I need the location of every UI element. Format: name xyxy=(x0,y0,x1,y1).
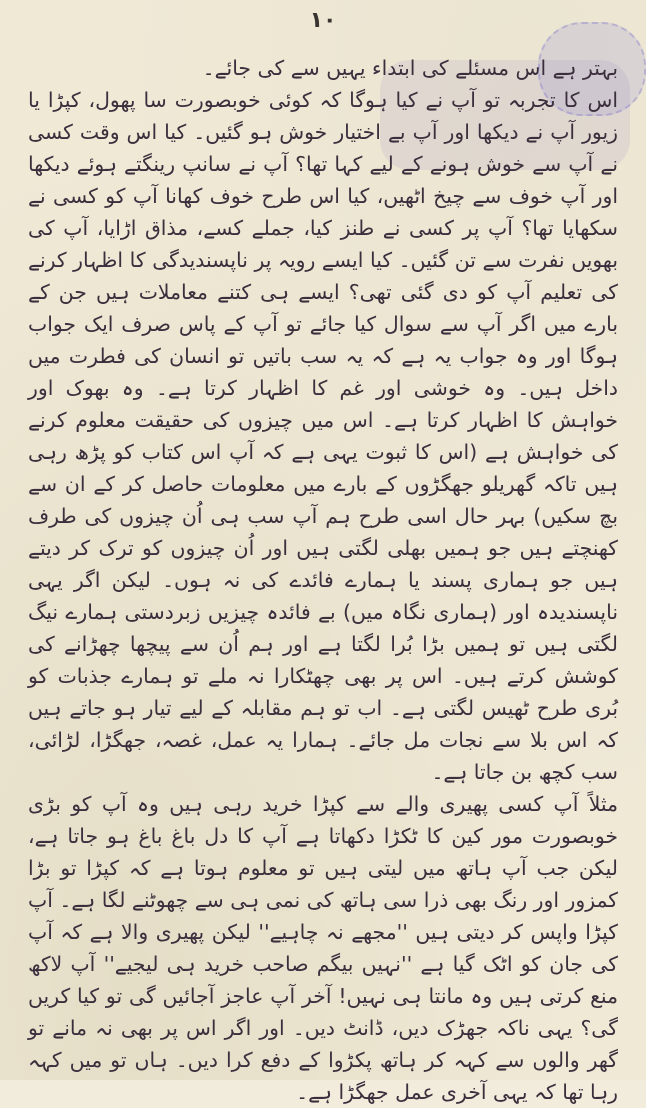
paragraph-3: مثلاً آپ کسی پھیری والے سے کپڑا خرید رہی ہیں وہ آپ کو بڑی خوبصورت مور کین کا ٹکڑا دکھاتا ہے آپ کا دل باغ باغ ہو جاتا ہے، لیکن جب آپ ہاتھ میں لیتی ہیں تو معلوم ہوتا ہے کہ کپڑا تو بڑا کمزور اور رنگ بھی ذرا سی ہاتھ کی نمی ہی سے چھوٹنے لگا ہے۔ آپ کپڑا واپس کر دیتی ہیں ''مجھے نہ چاہیے'' لیکن پھیری والا ہے کہ آپ کی جان کو اٹک گیا ہے ''نہیں بیگم صاحب خرید ہی لیجیے'' آپ لاکھ منع کرتی ہیں وہ مانتا ہی نہیں! آخر آپ عاجز آجائیں گی تو کیا کریں گی؟ یہی ناکہ جھڑک دیں، ڈانٹ دیں۔ اور اگر اس پر بھی نہ مانے تو گھر والوں سے کہہ کر ہاتھ پکڑوا کے دفع کرا دیں۔ ہاں تو میں کہہ رہا تھا کہ یہی آخری عمل جھگڑا ہے۔ xyxy=(28,792,618,1104)
page-number: ۱۰ xyxy=(309,8,337,33)
paragraph-1: بہتر ہے اس مسئلے کی ابتداء یہیں سے کی جائے۔ xyxy=(202,56,618,80)
body-text xyxy=(28,52,618,1108)
paragraph-2: اس کا تجربہ تو آپ نے کیا ہوگا کہ کوئی خوبصورت سا پھول، کپڑا یا زیور آپ نے دیکھا اور آپ بے اختیار خوش ہو گئیں۔ کیا اس وقت کسی نے آپ سے خوش ہونے کے لیے کہا تھا؟ آپ نے سانپ رینگتے ہوئے دیکھا اور آپ خوف سے چیخ اٹھیں، کیا اس طرح خوف کھانا آپ کو کسی نے سکھایا تھا؟ آپ پر کسی نے طنز کیا، جملے کسے، مذاق اڑایا، آپ کی بھویں نفرت سے تن گئیں۔ کیا ایسے رویہ پر ناپسندیدگی کا اظہار کرنے کی تعلیم آپ کو دی گئی تھی؟ ایسے ہی کتنے معاملات ہیں جن کے بارے میں اگر آپ سے سوال کیا جائے تو آپ کے پاس صرف ایک جواب ہوگا اور وہ جواب یہ ہے کہ یہ سب باتیں تو انسان کی فطرت میں داخل ہیں۔ وہ خوشی اور غم کا اظہار کرتا ہے۔ وہ بھوک اور خواہش کا اظہار کرتا ہے۔ اس میں چیزوں کی حقیقت معلوم کرنے کی خواہش ہے (اس کا ثبوت یہی ہے کہ آپ اس کتاب کو پڑھ رہی ہیں تاکہ گھریلو جھگڑوں کے بارے میں معلومات حاصل کر کے ان سے بچ سکیں) بہر حال اسی طرح ہم آپ سب ہی اُن چیزوں کی طرف کھنچتے ہیں جو ہمیں بھلی لگتی ہیں اور اُن چیزوں کو ترک کر دیتے ہیں جو ہماری پسند یا ہمارے فائدے کی نہ ہوں۔ لیکن اگر یہی ناپسندیدہ اور (ہماری نگاہ میں) بے فائدہ چیزیں زبردستی ہمارے نیگ لگتی ہیں تو ہمیں بڑا بُرا لگتا ہے اور ہم اُن سے پیچھا چھڑانے کی کوشش کرتے ہیں۔ اس پر بھی چھٹکارا نہ ملے تو ہمارے جذبات کو بُری طرح ٹھیس لگتی ہے۔ اب تو ہم مقابلہ کے لیے تیار ہو جاتے ہیں کہ اس بلا سے نجات مل جائے۔ ہمارا یہ عمل، غصہ، جھگڑا، لڑائی، سب کچھ بن جاتا ہے۔ xyxy=(28,88,618,784)
